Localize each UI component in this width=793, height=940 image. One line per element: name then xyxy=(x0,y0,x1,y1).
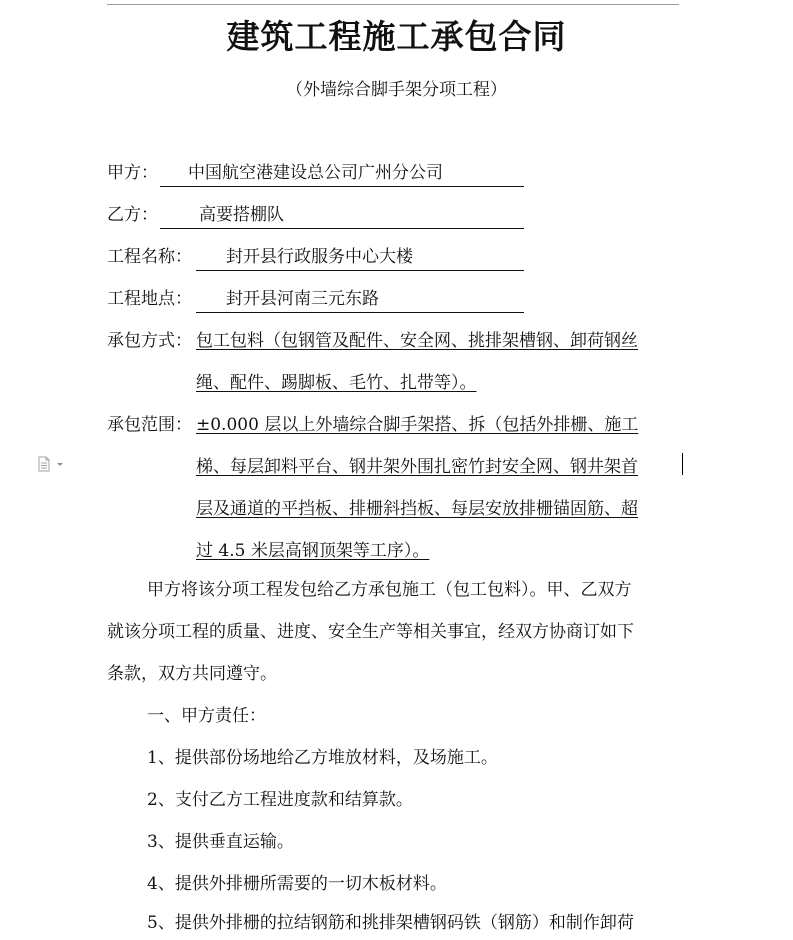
section-a-heading: 一、甲方责任： xyxy=(147,706,266,726)
contract-scope-line-1: ±0.000 层以上外墙综合脚手架搭、拆（包括外排栅、施工 xyxy=(196,415,639,435)
contract-method-line-2: 绳、配件、踢脚板、毛竹、扎带等）。 xyxy=(196,373,477,393)
party-b-label: 乙方： xyxy=(107,205,158,225)
contract-scope-line-4: 过 4.5 米层高钢顶架等工序）。 xyxy=(196,541,430,561)
section-a-item-2: 2、支付乙方工程进度款和结算款。 xyxy=(147,790,413,810)
party-a-value: 中国航空港建设总公司广州分公司 xyxy=(188,163,443,183)
project-location-field xyxy=(196,286,524,313)
project-name-value: 封开县行政服务中心大楼 xyxy=(226,247,413,267)
document-title: 建筑工程施工承包合同 xyxy=(226,17,567,56)
document-icon[interactable] xyxy=(38,456,66,472)
party-a-field xyxy=(160,160,524,187)
contract-method-label: 承包方式： xyxy=(107,331,192,351)
header-rule xyxy=(107,4,679,5)
intro-line-1: 甲方将该分项工程发包给乙方承包施工（包工包料）。甲、乙双方 xyxy=(147,580,632,600)
project-name-label: 工程名称： xyxy=(107,247,192,267)
intro-line-2: 就该分项工程的质量、进度、安全生产等相关事宜，经双方协商订如下 xyxy=(107,622,634,642)
project-name-field xyxy=(196,244,524,271)
section-a-item-5: 5、提供外排栅的拉结钢筋和挑排架槽钢码铁（钢筋）和制作卸荷 xyxy=(147,913,634,933)
project-location-value: 封开县河南三元东路 xyxy=(226,289,379,309)
party-b-field xyxy=(160,202,524,229)
text-cursor xyxy=(682,453,683,475)
contract-scope-line-2: 梯、每层卸料平台、钢井架外围扎密竹封安全网、钢井架首 xyxy=(196,457,638,477)
project-location-label: 工程地点： xyxy=(107,289,192,309)
party-a-label: 甲方： xyxy=(107,163,158,183)
section-a-item-1: 1、提供部份场地给乙方堆放材料，及场施工。 xyxy=(147,748,498,768)
contract-scope-line-3: 层及通道的平挡板、排栅斜挡板、每层安放排栅锚固筋、超 xyxy=(196,499,638,519)
contract-scope-label: 承包范围： xyxy=(107,415,192,435)
intro-line-3: 条款，双方共同遵守。 xyxy=(107,664,277,684)
contract-method-line-1: 包工包料（包钢管及配件、安全网、挑排架槽钢、卸荷钢丝 xyxy=(196,331,638,351)
party-b-value: 高要搭棚队 xyxy=(199,205,284,225)
section-a-item-3: 3、提供垂直运输。 xyxy=(147,832,294,852)
document-subtitle: （外墙综合脚手架分项工程） xyxy=(286,80,507,100)
section-a-item-4: 4、提供外排栅所需要的一切木板材料。 xyxy=(147,874,447,894)
